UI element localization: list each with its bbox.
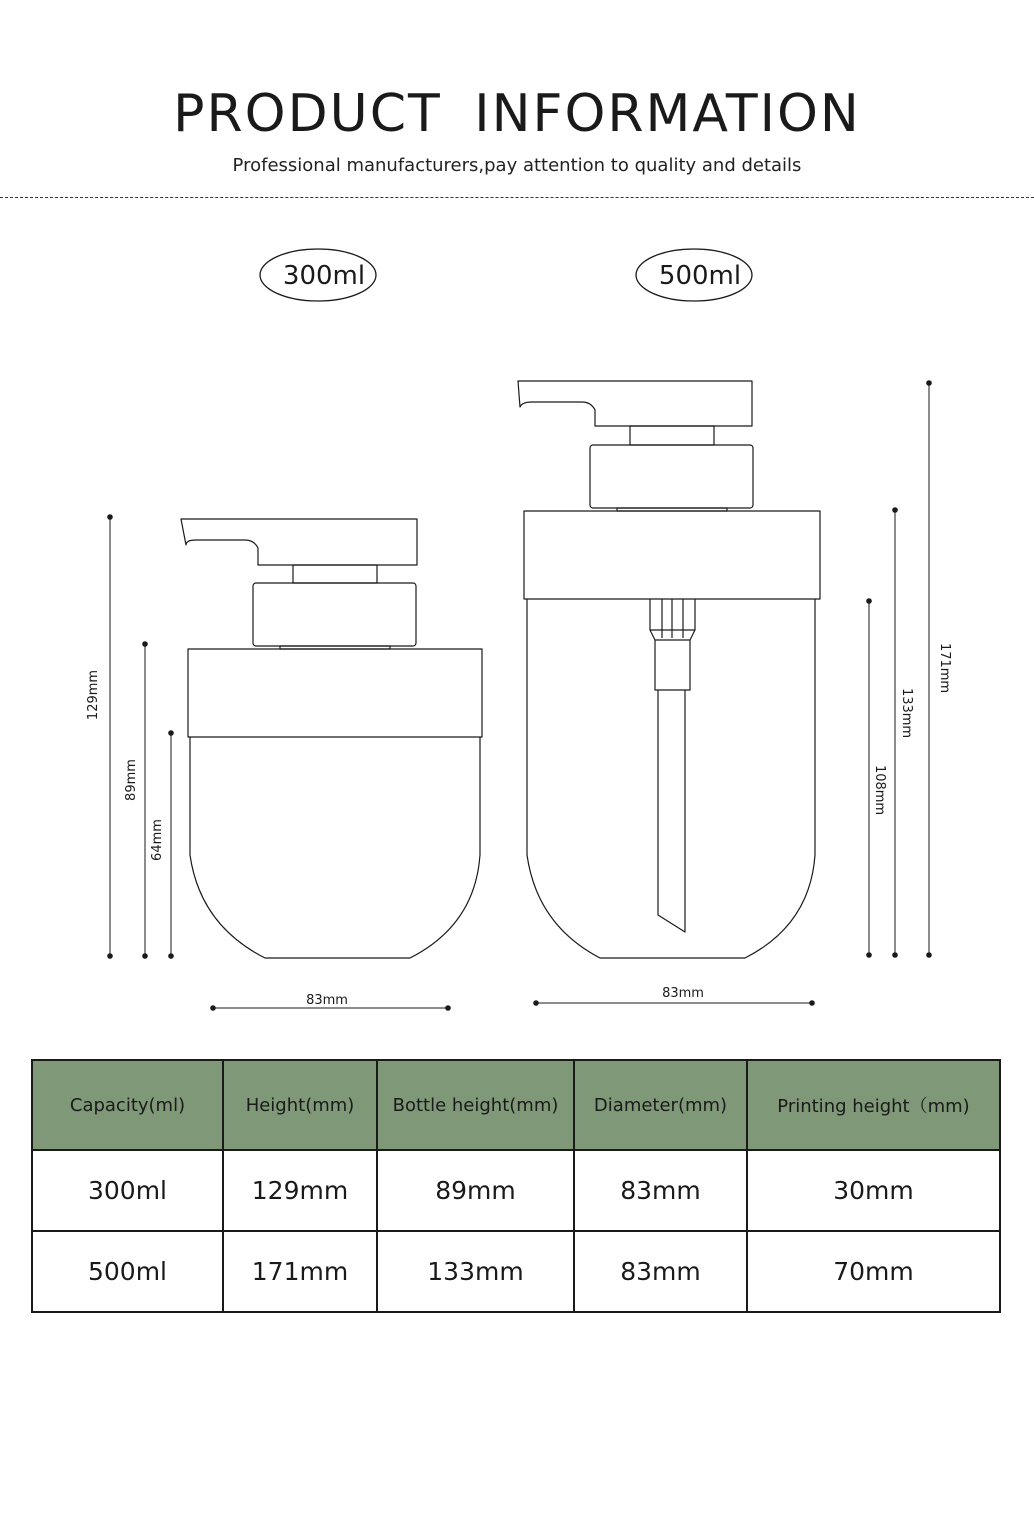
capacity-label-300: 300ml (282, 261, 366, 291)
cell-height: 171mm (223, 1231, 377, 1312)
cell-printing-height: 70mm (747, 1231, 1000, 1312)
bottle-height-label-500: 133mm (899, 687, 914, 739)
cell-bottle-height: 133mm (377, 1231, 574, 1312)
pump-head-500 (518, 381, 752, 426)
printing-height-label-500: 108mm (872, 764, 887, 816)
pump-stem-300 (293, 565, 377, 583)
dimension-lines-500 (536, 383, 929, 1003)
cell-capacity: 300ml (32, 1150, 223, 1231)
page-title: PRODUCT INFORMATION (173, 84, 861, 144)
diameter-label-300: 83mm (306, 993, 348, 1008)
cell-diameter: 83mm (574, 1231, 747, 1312)
bottle-body-300 (190, 737, 480, 958)
height-label-500: 171mm (937, 642, 952, 694)
pump-collar-300 (253, 583, 416, 646)
cell-bottle-height: 89mm (377, 1150, 574, 1231)
cell-diameter: 83mm (574, 1150, 747, 1231)
shoulder-band-300 (188, 649, 482, 737)
page-subtitle: Professional manufacturers,pay attention to quality and details (232, 155, 802, 176)
capacity-badge-500 (636, 249, 752, 301)
capacity-badge-300 (260, 249, 376, 301)
capacity-label-500: 500ml (658, 261, 742, 291)
pump-collar-500 (590, 445, 753, 508)
dimension-dots-500 (533, 380, 932, 1006)
header-printing-height: Printing height（mm) (747, 1060, 1000, 1150)
header-bottle-height: Bottle height(mm) (377, 1060, 574, 1150)
dip-tube-500 (658, 690, 685, 932)
height-label-300: 129mm (86, 669, 101, 721)
header-capacity: Capacity(ml) (32, 1060, 223, 1150)
table-row (32, 1150, 1000, 1231)
printing-height-label-300: 64mm (150, 819, 165, 861)
pump-stem-500 (630, 426, 714, 445)
shoulder-band-500 (524, 511, 820, 599)
cell-printing-height: 30mm (747, 1150, 1000, 1231)
table-header-row (32, 1060, 1000, 1150)
bottle-500-outline (518, 381, 820, 958)
dimension-dots-300 (107, 514, 451, 1011)
bottle-body-500 (527, 599, 815, 958)
bottle-height-label-300: 89mm (124, 759, 139, 801)
cell-height: 129mm (223, 1150, 377, 1231)
header-diameter: Diameter(mm) (574, 1060, 747, 1150)
cell-capacity: 500ml (32, 1231, 223, 1312)
diameter-label-500: 83mm (662, 986, 704, 1001)
bottle-300-outline (181, 519, 482, 958)
dimension-lines-300 (110, 517, 448, 1008)
specification-table (31, 1059, 1001, 1313)
header-height: Height(mm) (223, 1060, 377, 1150)
table-row (32, 1231, 1000, 1312)
pump-head-300 (181, 519, 417, 565)
